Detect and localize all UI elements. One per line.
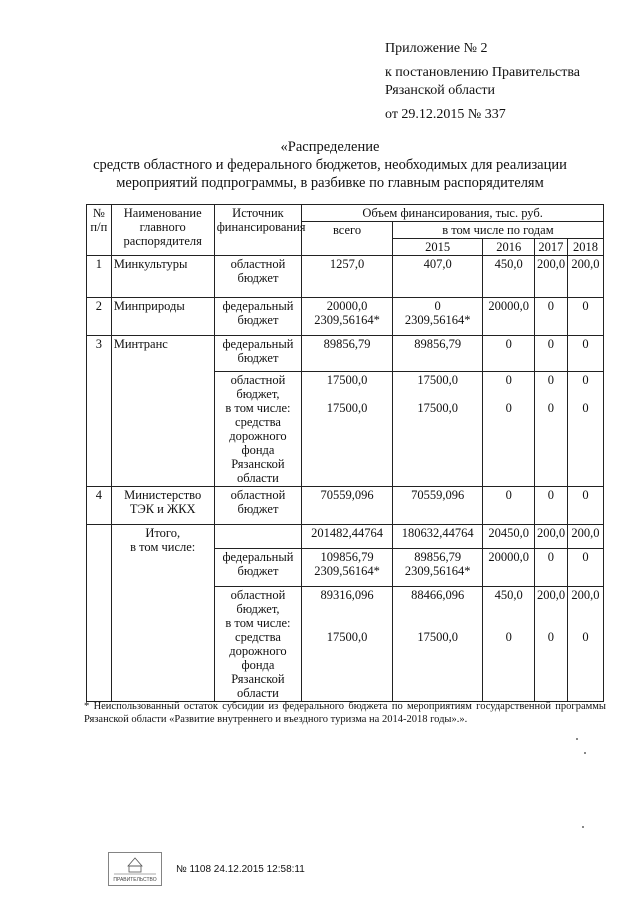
scan-speck	[582, 826, 584, 828]
cell-line: 1257,0	[329, 257, 365, 271]
row-name	[111, 336, 214, 487]
cell-line: 0	[547, 299, 555, 313]
total-row	[87, 525, 604, 549]
cell-line: 20450,0	[488, 526, 530, 540]
total-2016	[483, 549, 534, 587]
row-source	[214, 256, 302, 298]
cell-line: 89856,79	[414, 337, 462, 351]
cell-line: 0	[547, 337, 555, 351]
row-2015	[392, 372, 483, 487]
cell-line: 2309,56164*	[404, 313, 471, 327]
total-source	[214, 525, 302, 549]
stamp-text: ПРАВИТЕЛЬСТВО	[113, 877, 157, 883]
cell-line: 0	[582, 299, 589, 313]
appendix-region: Рязанской области	[385, 83, 496, 98]
total-source	[214, 549, 302, 587]
header-total: всего	[302, 222, 393, 256]
cell-line: в том числе:	[225, 616, 291, 630]
table-row	[87, 336, 604, 372]
table-row	[87, 256, 604, 298]
total-2015	[392, 525, 483, 549]
cell-line: в том числе:	[130, 540, 196, 554]
cell-line: п/п	[90, 220, 108, 234]
row-num: 1	[87, 256, 112, 298]
cell-line	[485, 387, 531, 401]
cell-line: Рязанской	[231, 457, 285, 471]
total-2016	[483, 525, 534, 549]
cell-line: Рязанской	[231, 672, 285, 686]
table-row	[87, 298, 604, 336]
row-total	[302, 256, 393, 298]
header-num	[87, 205, 112, 256]
cell-line: 200,0	[571, 526, 600, 540]
cell-line: бюджет,	[236, 387, 280, 401]
row-source	[214, 298, 302, 336]
row-num: 4	[87, 487, 112, 525]
cell-line: в том числе:	[225, 401, 291, 415]
cell-line	[570, 387, 601, 401]
cell-line: 0	[505, 373, 512, 387]
cell-line	[570, 616, 601, 630]
total-total	[302, 549, 393, 587]
row-2016	[483, 372, 534, 487]
row-2018	[567, 372, 603, 487]
row-total	[302, 298, 393, 336]
row-source	[214, 336, 302, 372]
cell-line: средства	[235, 415, 281, 429]
cell-line: №	[92, 206, 105, 220]
cell-line: 0	[547, 401, 555, 415]
header-year-2017: 2017	[534, 239, 567, 256]
cell-line: федеральный	[222, 337, 294, 351]
row-total	[302, 487, 393, 525]
document-title	[40, 138, 620, 192]
row-2018	[567, 336, 603, 372]
cell-line: 0	[547, 373, 555, 387]
cell-line: 89856,79	[414, 550, 462, 564]
cell-line: 200,0	[571, 257, 600, 271]
table-row	[87, 487, 604, 525]
cell-line: 0	[582, 488, 589, 502]
row-2015	[392, 487, 483, 525]
cell-line: распорядителя	[123, 234, 202, 248]
cell-line: 0	[505, 337, 512, 351]
cell-line	[537, 602, 565, 616]
cell-line: главного	[139, 220, 186, 234]
cell-line: 20000,0	[326, 299, 368, 313]
cell-line	[304, 602, 390, 616]
cell-line: дорожного	[229, 429, 287, 443]
cell-line: области	[237, 686, 279, 700]
cell-line: фонда	[241, 658, 275, 672]
government-stamp-icon	[108, 852, 162, 886]
cell-line: областной	[230, 588, 286, 602]
header-volume: Объем финансирования, тыс. руб.	[302, 205, 604, 222]
cell-line: Источник	[232, 206, 284, 220]
cell-line: 20000,0	[488, 299, 530, 313]
cell-line: Минтранс	[113, 337, 168, 351]
cell-line: областной	[230, 373, 286, 387]
cell-line: фонда	[241, 443, 275, 457]
row-num: 2	[87, 298, 112, 336]
appendix-date: от 29.12.2015 № 337	[385, 107, 506, 122]
cell-line: бюджет	[237, 313, 279, 327]
row-num: 3	[87, 336, 112, 487]
cell-line: Итого,	[145, 526, 181, 540]
appendix-title: Приложение № 2	[385, 41, 488, 56]
cell-line: 109856,79	[320, 550, 374, 564]
cell-line	[395, 387, 481, 401]
cell-line: 2309,56164*	[404, 564, 471, 578]
appendix-resolution: к постановлению Правительства	[385, 65, 581, 80]
cell-line: 17500,0	[326, 630, 368, 644]
row-2017	[534, 487, 567, 525]
scan-speck	[576, 738, 578, 740]
header-name	[111, 205, 214, 256]
registration-line: № 1108 24.12.2015 12:58:11	[176, 864, 305, 875]
cell-line: 450,0	[494, 588, 523, 602]
cell-line	[537, 387, 565, 401]
title-line-3: мероприятий подпрограммы, в разбивке по главным распорядителям	[116, 175, 544, 191]
cell-line: 0	[582, 630, 589, 644]
total-2016	[483, 587, 534, 702]
row-2015	[392, 336, 483, 372]
total-2018	[567, 549, 603, 587]
cell-line: 0	[582, 373, 589, 387]
cell-line: бюджет	[237, 564, 279, 578]
cell-line: 200,0	[536, 588, 566, 602]
row-2018	[567, 487, 603, 525]
cell-line	[570, 602, 601, 616]
row-2018	[567, 298, 603, 336]
cell-line: 200,0	[571, 588, 600, 602]
total-2015	[392, 587, 483, 702]
total-source	[214, 587, 302, 702]
cell-line: финансирования	[216, 220, 306, 234]
total-name	[111, 525, 214, 702]
cell-line: 17500,0	[417, 373, 458, 387]
cell-line: 89856,79	[323, 337, 371, 351]
row-name	[111, 487, 214, 525]
total-total	[302, 525, 393, 549]
total-total	[302, 587, 393, 702]
cell-line: 0	[582, 337, 589, 351]
cell-line: 407,0	[423, 257, 452, 271]
row-name	[111, 298, 214, 336]
cell-line: средства	[235, 630, 281, 644]
cell-line: 450,0	[494, 257, 523, 271]
cell-line: 20000,0	[488, 550, 530, 564]
cell-line: бюджет	[237, 271, 279, 285]
cell-line: 0	[547, 630, 555, 644]
header-source	[214, 205, 306, 256]
row-source	[214, 372, 302, 487]
row-2017	[534, 298, 567, 336]
cell-line: областной	[230, 488, 286, 502]
row-2017	[534, 336, 567, 372]
cell-line: бюджет	[237, 351, 279, 365]
total-2015	[392, 549, 483, 587]
financing-table	[86, 204, 604, 702]
row-2016	[483, 256, 534, 298]
total-2017	[534, 549, 567, 587]
cell-line: 0	[547, 550, 555, 564]
cell-line: 0	[547, 488, 555, 502]
cell-line: федеральный	[222, 550, 294, 564]
title-line-1: «Распределение	[280, 139, 380, 155]
header-year-2015: 2015	[392, 239, 483, 256]
row-name	[111, 256, 214, 298]
cell-line: 17500,0	[326, 401, 368, 415]
cell-line: 89316,096	[320, 588, 374, 602]
cell-line	[304, 387, 390, 401]
cell-line: 0	[582, 401, 589, 415]
cell-line: Минкультуры	[113, 257, 188, 271]
cell-line	[537, 616, 565, 630]
cell-line: 0	[505, 488, 512, 502]
row-2015	[392, 256, 483, 298]
cell-line: 17500,0	[326, 373, 368, 387]
cell-line: области	[237, 471, 279, 485]
appendix-block	[385, 40, 625, 124]
total-2018	[567, 587, 603, 702]
cell-line: 17500,0	[417, 630, 458, 644]
total-2017	[534, 587, 567, 702]
cell-line: 2309,56164*	[314, 564, 380, 578]
cell-line	[485, 602, 531, 616]
cell-line: 200,0	[536, 526, 566, 540]
cell-line: 70559,096	[320, 488, 374, 502]
row-2016	[483, 336, 534, 372]
cell-line: 180632,44764	[401, 526, 474, 540]
header-row-1	[87, 205, 604, 222]
cell-line: 0	[505, 630, 512, 644]
cell-line: областной	[230, 257, 286, 271]
row-2015	[392, 298, 483, 336]
cell-line: дорожного	[229, 644, 287, 658]
cell-line: Наименование	[123, 206, 202, 220]
cell-line	[304, 616, 390, 630]
title-line-2: средств областного и федерального бюджетов, необходимых для реализации	[93, 157, 567, 173]
cell-line: 88466,096	[411, 588, 465, 602]
cell-line	[395, 616, 481, 630]
header-year-2016: 2016	[483, 239, 534, 256]
total-2017	[534, 525, 567, 549]
cell-line	[485, 616, 531, 630]
total-num	[87, 525, 112, 702]
row-total	[302, 372, 393, 487]
cell-line: 17500,0	[417, 401, 458, 415]
header-by-years: в том числе по годам	[392, 222, 603, 239]
row-2017	[534, 372, 567, 487]
cell-line: Министерство	[124, 488, 202, 502]
cell-line: 201482,44764	[311, 526, 383, 540]
total-2018	[567, 525, 603, 549]
cell-line: 2309,56164*	[314, 313, 380, 327]
cell-line: 0	[505, 401, 512, 415]
cell-line: федеральный	[222, 299, 294, 313]
row-2018	[567, 256, 603, 298]
row-source	[214, 487, 302, 525]
row-2016	[483, 487, 534, 525]
cell-line: Минприроды	[113, 299, 185, 313]
row-total	[302, 336, 393, 372]
cell-line: 0	[434, 299, 441, 313]
cell-line: бюджет	[237, 502, 279, 516]
cell-line: 70559,096	[411, 488, 465, 502]
row-2017	[534, 256, 567, 298]
cell-line: 0	[582, 550, 589, 564]
cell-line: бюджет,	[236, 602, 280, 616]
scan-speck	[584, 752, 586, 754]
cell-line: ТЭК и ЖКХ	[129, 502, 196, 516]
header-year-2018: 2018	[567, 239, 603, 256]
cell-line: 200,0	[536, 257, 566, 271]
footnote: * Неиспользованный остаток субсидии из федерального бюджета по мероприятиям государственной программы Рязанской области «Развитие внутреннего и въездного туризма на 2014-2018 годы».».	[84, 701, 606, 725]
cell-line	[395, 602, 481, 616]
row-2016	[483, 298, 534, 336]
